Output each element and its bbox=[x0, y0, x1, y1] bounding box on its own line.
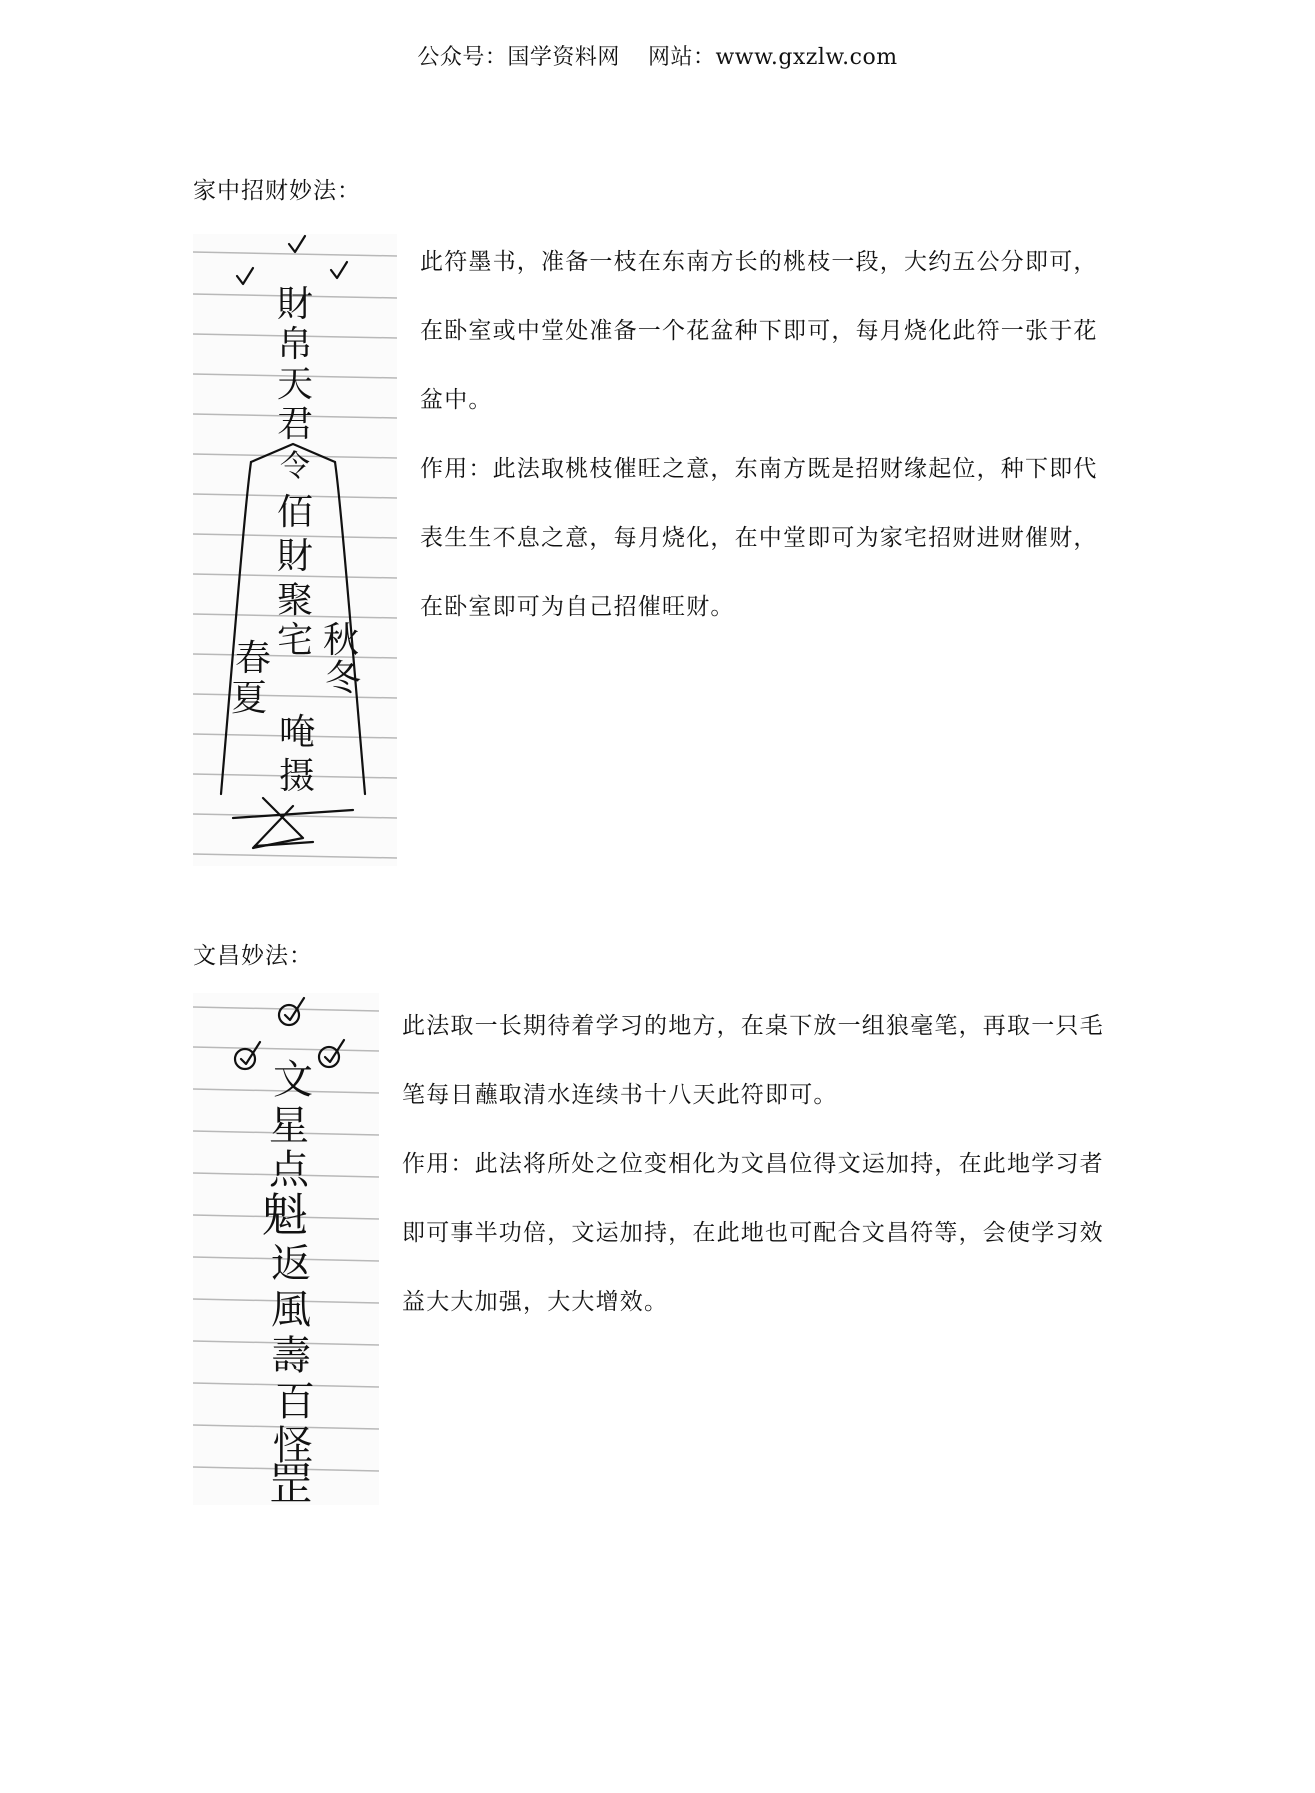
svg-text:魁: 魁 bbox=[262, 1188, 308, 1242]
svg-text:財: 財 bbox=[276, 536, 314, 577]
svg-text:星: 星 bbox=[269, 1103, 309, 1149]
wenchang-paragraph-1: 此法取一长期待着学习的地方，在桌下放一组狼毫笔，再取一只毛笔每日蘸取清水连续书十八天此符即可。 bbox=[402, 1013, 1104, 1108]
svg-text:文: 文 bbox=[273, 1057, 313, 1103]
svg-text:君: 君 bbox=[276, 404, 314, 445]
wealth-paragraph-2: 作用：此法取桃枝催旺之意，东南方既是招财缘起位，种下即代表生生不息之意，每月烧化，在中堂即可为家宅招财进财催财，在卧室即可为自己招催旺财。 bbox=[420, 456, 1098, 620]
wenchang-paragraph-2: 作用：此法将所处之位变相化为文昌位得文运加持，在此地学习者即可事半功倍，文运加持，在此地也可配合文昌符等，会使学习效益大大加强，大大增效。 bbox=[402, 1151, 1104, 1315]
wealth-paragraph-1: 此符墨书，准备一枝在东南方长的桃枝一段，大约五公分即可，在卧室或中堂处准备一个花盆种下即可，每月烧化此符一张于花盆中。 bbox=[420, 249, 1098, 413]
svg-text:罡: 罡 bbox=[269, 1459, 313, 1505]
svg-text:令: 令 bbox=[280, 449, 310, 484]
wenchang-talisman-image bbox=[193, 993, 379, 1505]
svg-text:天: 天 bbox=[276, 364, 314, 405]
site-label: 网站：www.gxzlw.com bbox=[647, 45, 898, 70]
wealth-talisman-image bbox=[193, 234, 397, 866]
svg-text:壽: 壽 bbox=[271, 1333, 311, 1379]
account-label: 公众号：国学资料网 bbox=[417, 45, 620, 70]
svg-text:夏: 夏 bbox=[230, 678, 268, 719]
svg-text:返: 返 bbox=[271, 1241, 311, 1287]
svg-text:怪: 怪 bbox=[273, 1423, 313, 1469]
svg-text:財: 財 bbox=[276, 284, 314, 325]
svg-text:聚: 聚 bbox=[276, 580, 314, 621]
wenchang-body bbox=[402, 992, 1120, 1337]
section-title-wenchang: 文昌妙法： bbox=[193, 943, 313, 969]
section-title-wealth: 家中招财妙法： bbox=[193, 178, 361, 204]
svg-text:唵: 唵 bbox=[278, 712, 316, 753]
svg-text:春: 春 bbox=[234, 638, 272, 679]
svg-text:摄: 摄 bbox=[278, 756, 316, 797]
svg-text:宅: 宅 bbox=[276, 620, 314, 661]
svg-text:点: 点 bbox=[269, 1147, 309, 1193]
wealth-body bbox=[420, 228, 1120, 642]
svg-text:百: 百 bbox=[275, 1379, 315, 1425]
svg-text:秋: 秋 bbox=[322, 620, 360, 661]
page-header bbox=[0, 40, 1315, 71]
svg-text:佰: 佰 bbox=[276, 492, 314, 533]
svg-text:帛: 帛 bbox=[276, 324, 314, 365]
svg-text:冬: 冬 bbox=[324, 658, 362, 699]
svg-text:風: 風 bbox=[271, 1287, 311, 1333]
